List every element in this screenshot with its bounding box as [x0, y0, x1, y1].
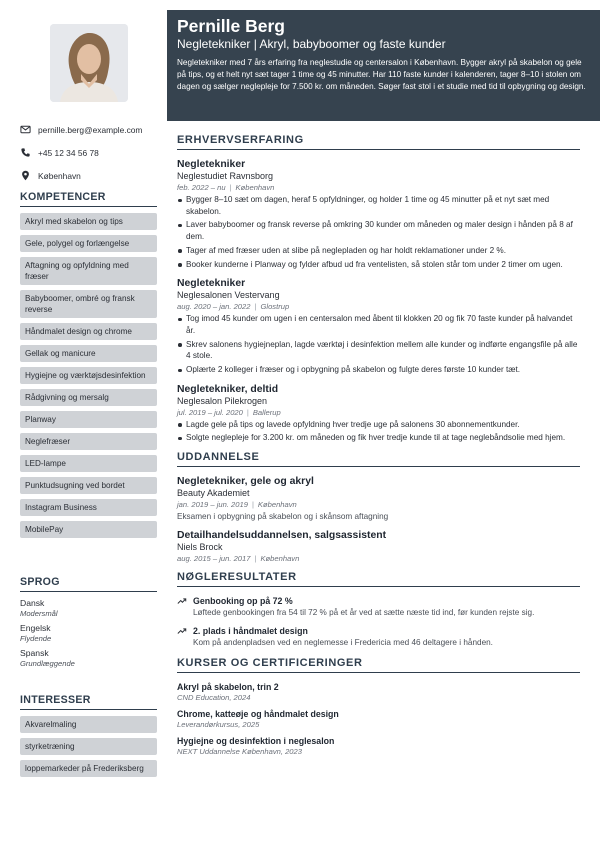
skill-chip: Hygiejne og værktøjsdesinfektion	[20, 367, 157, 384]
language-name: Spansk	[20, 648, 49, 658]
result-text	[193, 595, 534, 619]
courses-heading: KURSER OG CERTIFICERINGER	[177, 657, 580, 673]
job-meta	[177, 301, 580, 312]
skill-chip: LED-lampe	[20, 455, 157, 472]
education-meta	[177, 553, 580, 564]
courses-list	[177, 681, 580, 757]
sidebar	[0, 0, 167, 849]
skills-section	[20, 191, 157, 543]
job-bullet: Skrev salonens hygiejneplan, lagde værktøj i desinfektion mellem alle kunder og indførte engangsfile på alle 4 stole.	[177, 339, 580, 362]
course-item	[177, 735, 580, 757]
profile-photo	[50, 24, 128, 102]
job-meta	[177, 182, 580, 193]
language-level: Modersmål	[20, 609, 58, 618]
language-level: Flydende	[20, 634, 52, 643]
phone-icon	[20, 147, 31, 158]
education-description: Eksamen i opbygning på skabelon og i skånsom aftagning	[177, 512, 389, 522]
language-name: Dansk	[20, 598, 45, 608]
job-dates: feb. 2022 – nu	[177, 183, 226, 192]
education-entry	[177, 475, 580, 522]
main-content	[177, 134, 580, 762]
trending-up-icon	[177, 626, 187, 636]
job-company: Neglestudiet Ravnsborg	[177, 171, 274, 181]
result-item	[177, 625, 580, 649]
education-location: København	[260, 554, 300, 564]
language-name: Engelsk	[20, 623, 51, 633]
job-bullet: Oplærte 2 kolleger i fræser og i opbygning på skabelon og fulgte deres første 10 kunder tæt.	[177, 364, 580, 376]
skills-list	[20, 213, 157, 538]
mail-icon	[20, 124, 31, 135]
location-text: København	[38, 170, 81, 181]
candidate-name: Pernille Berg	[177, 16, 285, 36]
job-bullet: Booker kunderne i Planway og fylder afbud ud fra ventelisten, så stolen står tom under 2 timer om ugen.	[177, 259, 580, 271]
languages-list	[20, 598, 157, 669]
education-school: Niels Brock	[177, 542, 223, 553]
language-item	[20, 623, 157, 644]
phone-text: +45 12 34 56 78	[38, 147, 99, 158]
job-location: Glostrup	[260, 302, 290, 312]
course-item	[177, 681, 580, 703]
meta-separator: |	[246, 407, 249, 417]
job-bullets	[177, 313, 580, 376]
skills-heading: KOMPETENCER	[20, 191, 157, 207]
course-title: Hygiejne og desinfektion i neglesalon	[177, 736, 335, 747]
language-level: Grundlæggende	[20, 659, 75, 668]
job-bullet: Bygger 8–10 sæt om dagen, heraf 5 opfyldninger, og holder 1 time og 45 minutter på et nyt sæt med skabelon.	[177, 194, 580, 217]
jobs-list	[177, 158, 580, 444]
course-meta: Leverandørkursus, 2025	[177, 720, 260, 730]
location-pin-icon	[20, 170, 31, 181]
interests-list	[20, 716, 157, 777]
education-list	[177, 475, 580, 564]
experience-heading: ERHVERVSERFARING	[177, 134, 580, 150]
job-bullet: Laver babyboomer og fransk reverse på omkring 30 kunder om måneden og maler design i hånden på 8 af dem.	[177, 219, 580, 242]
job-title: Negletekniker	[177, 159, 246, 170]
results-heading: NØGLERESULTATER	[177, 571, 580, 587]
skill-chip: Rådgivning og mersalg	[20, 389, 157, 406]
interests-section	[20, 694, 157, 782]
job-title: Negletekniker, deltid	[177, 383, 279, 395]
result-description: Kom på andenpladsen ved en neglemesse i Fredericia med 46 deltagere i hånden.	[193, 638, 493, 648]
contact-email[interactable]	[20, 118, 160, 141]
job-location: Ballerup	[252, 407, 281, 417]
job-bullet: Tager af med fræser uden at slibe på neglepladen og har holdt reklamationer under 2 %.	[177, 245, 580, 257]
education-school: Beauty Akademiet	[177, 488, 250, 499]
skill-chip: Gele, polygel og forlængelse	[20, 235, 157, 252]
education-title: Negletekniker, gele og akryl	[177, 476, 314, 488]
skill-chip: Akryl med skabelon og tips	[20, 213, 157, 230]
course-item	[177, 708, 580, 730]
skill-chip: MobilePay	[20, 521, 157, 538]
skill-chip: Aftagning og opfyldning med fræser	[20, 257, 157, 285]
trending-up-icon	[177, 596, 187, 606]
course-title: Chrome, katteøje og håndmalet design	[177, 709, 339, 720]
job-location: København	[235, 183, 275, 192]
education-dates: jan. 2019 – jun. 2019	[177, 500, 248, 510]
job-meta	[177, 407, 580, 418]
interest-chip: loppemarkeder på Frederiksberg	[20, 760, 157, 777]
profile-summary: Negletekniker med 7 års erfaring fra neglestudie og centersalon i København. Bygger akryl på skabelon og gele på tips, og et helt nyt sæt tager 1 time og 45 minutter. Har 110 faste kunder i kalenderen, tager 8–10 i stolen om dagen og sælger neglepleje for 7.500 kr. om måneden. Søger fast stol i et studie med tid til opbygning og design.	[177, 58, 586, 91]
header-banner	[167, 10, 600, 121]
meta-separator: |	[251, 500, 254, 510]
skill-chip: Håndmalet design og chrome	[20, 323, 157, 340]
interests-heading: INTERESSER	[20, 694, 157, 710]
job-dates: jul. 2019 – jul. 2020	[177, 407, 243, 417]
results-list	[177, 595, 580, 649]
job-company: Neglesalon Pilekrogen	[177, 395, 268, 406]
courses-section	[177, 657, 580, 757]
interest-chip: Akvarelmaling	[20, 716, 157, 733]
results-section	[177, 571, 580, 649]
skill-chip: Babyboomer, ombré og fransk reverse	[20, 290, 157, 318]
language-item	[20, 648, 157, 669]
email-text: pernille.berg@example.com	[38, 124, 143, 135]
languages-section	[20, 576, 157, 673]
job-dates: aug. 2020 – jan. 2022	[177, 302, 251, 312]
result-text	[193, 625, 493, 649]
job-entry	[177, 158, 580, 270]
skill-chip: Planway	[20, 411, 157, 428]
meta-separator: |	[254, 302, 257, 312]
experience-section	[177, 134, 580, 444]
meta-separator: |	[254, 554, 257, 564]
contact-location	[20, 164, 160, 187]
meta-separator: |	[229, 183, 232, 192]
course-meta: NEXT Uddannelse København, 2023	[177, 747, 302, 757]
language-item	[20, 598, 157, 619]
education-meta	[177, 499, 580, 510]
job-title: Negletekniker	[177, 278, 246, 290]
interest-chip: styrketræning	[20, 738, 157, 755]
job-bullet: Lagde gele på tips og lavede opfyldning hver tredje uge på salonens 30 abonnementkunder.	[177, 419, 580, 431]
job-entry	[177, 383, 580, 444]
result-title: 2. plads i håndmalet design	[193, 626, 308, 637]
course-title: Akryl på skabelon, trin 2	[177, 682, 279, 693]
skill-chip: Instagram Business	[20, 499, 157, 516]
education-title: Detailhandelsuddannelsen, salgsassistent	[177, 530, 387, 542]
contact-phone[interactable]	[20, 141, 160, 164]
education-entry	[177, 529, 580, 564]
result-title: Genbooking op på 72 %	[193, 596, 293, 607]
languages-heading: SPROG	[20, 576, 157, 592]
job-bullet: Tog imod 45 kunder om ugen i en centersalon med åbent til klokken 20 og fik 70 faste kunder på halvandet år.	[177, 313, 580, 336]
education-section	[177, 451, 580, 564]
result-description: Løftede genbookingen fra 54 til 72 % på et år ved at sætte næste tid ind, før kunden rejste sig.	[193, 608, 535, 618]
contact-list	[20, 118, 160, 187]
skill-chip: Punktudsugning ved bordet	[20, 477, 157, 494]
education-heading: UDDANNELSE	[177, 451, 580, 467]
candidate-title: Negletekniker | Akryl, babyboomer og faste kunder	[177, 37, 446, 51]
skill-chip: Neglefræser	[20, 433, 157, 450]
skill-chip: Gellak og manicure	[20, 345, 157, 362]
job-bullet: Solgte neglepleje for 3.200 kr. om måneden og fik hver tredje kunde til at tage neglebåndsolie med hjem.	[177, 432, 580, 444]
job-entry	[177, 277, 580, 376]
education-dates: aug. 2015 – jun. 2017	[177, 554, 251, 564]
education-location: København	[257, 500, 297, 510]
result-item	[177, 595, 580, 619]
job-company: Neglesalonen Vestervang	[177, 290, 280, 301]
job-bullets	[177, 194, 580, 270]
job-bullets	[177, 419, 580, 444]
course-meta: CND Education, 2024	[177, 693, 251, 703]
